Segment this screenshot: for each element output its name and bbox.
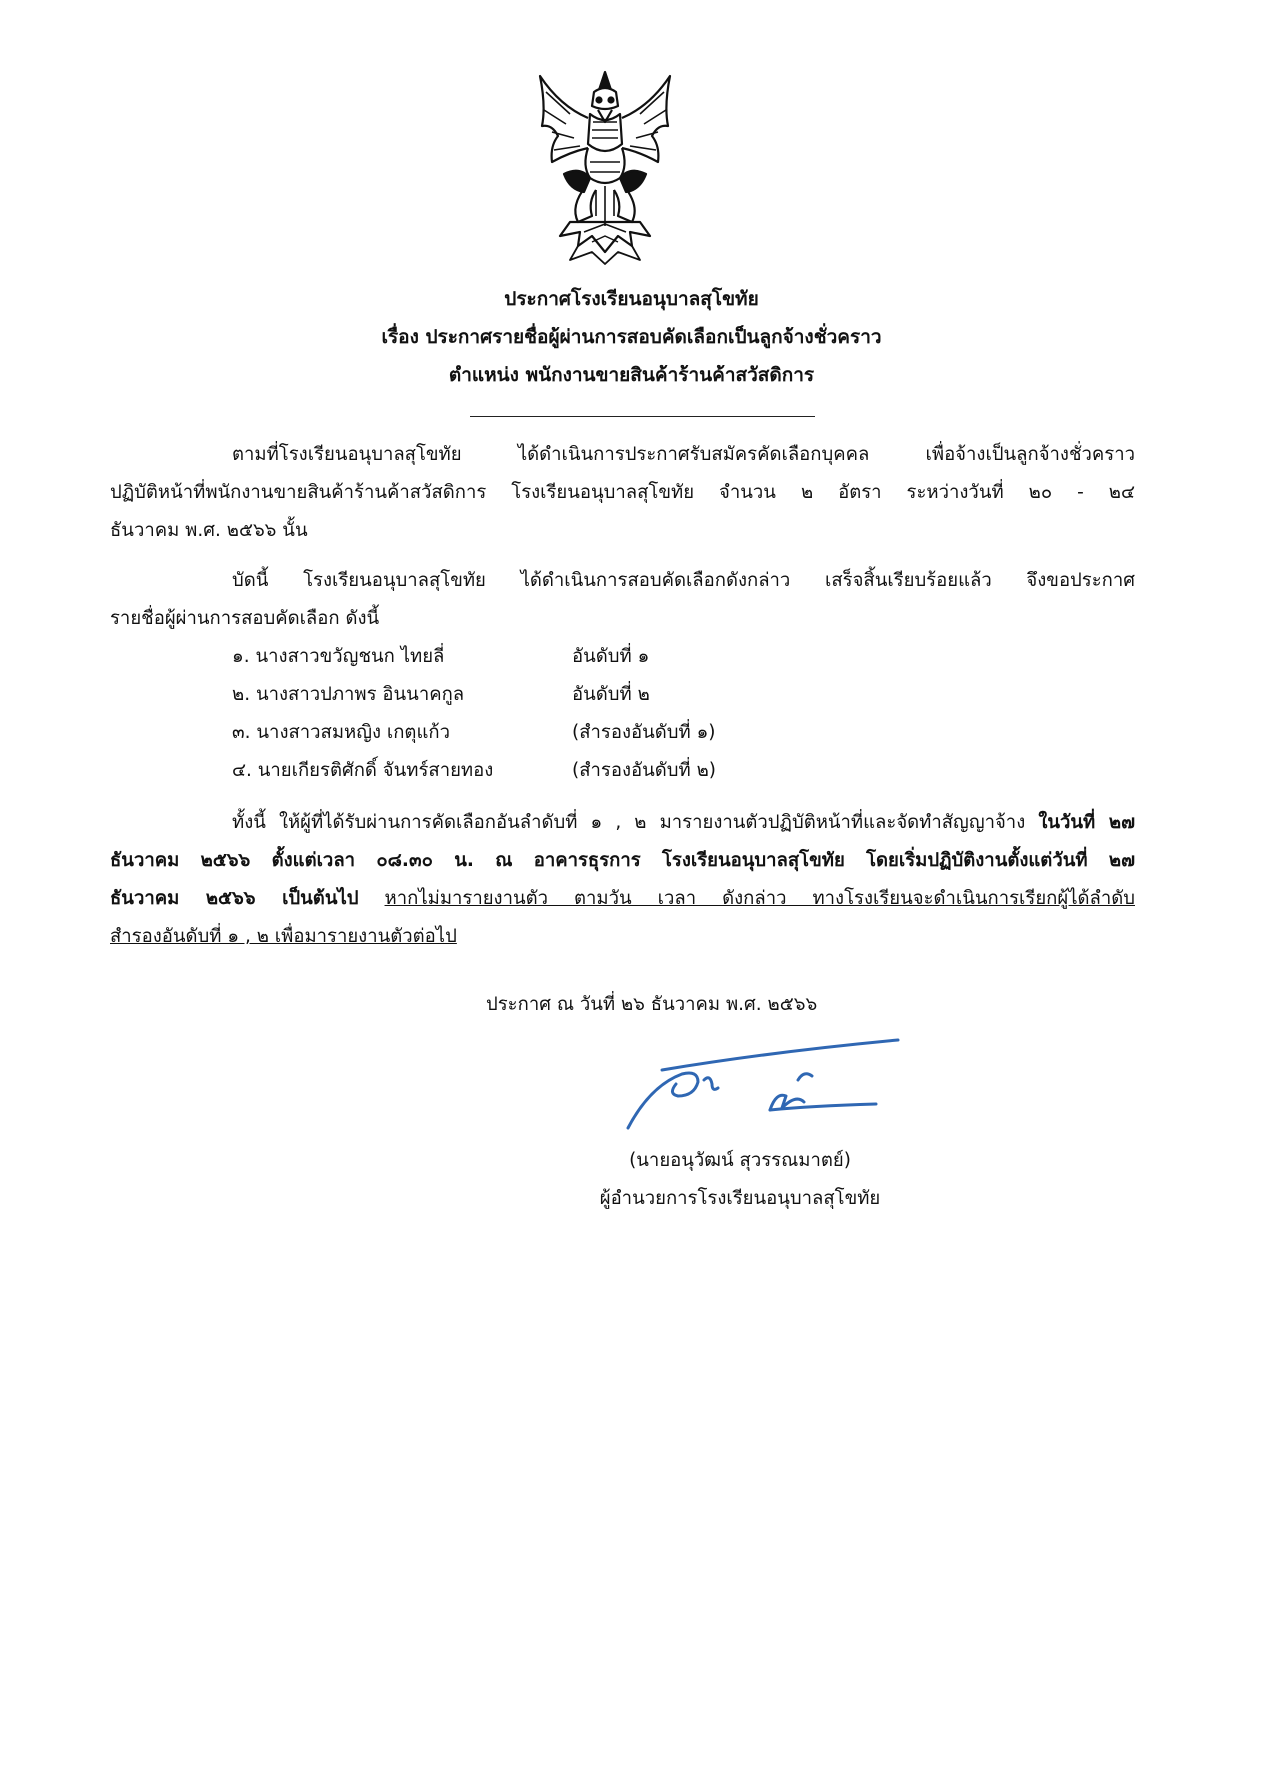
para3-line4: สำรองอันดับที่ ๑ , ๒ เพื่อมารายงานตัวต่อไป [110,926,457,947]
para3-line2: ธันวาคม ๒๕๖๖ ตั้งแต่เวลา ๐๘.๓๐ น. ณ อาคารธุรการ โรงเรียนอนุบาลสุโขทัย โดยเริ่มปฏิบัติงานตั้งแต่วันที่ ๒๗ [110,850,1135,871]
announcement-subject: เรื่อง ประกาศรายชื่อผู้ผ่านการสอบคัดเลือกเป็นลูกจ้างชั่วคราว [381,326,882,348]
candidate-rank: (สำรองอันดับที่ ๒) [572,760,716,781]
candidate-rank: อันดับที่ ๑ [572,646,650,667]
para1-line3: ธันวาคม พ.ศ. ๒๕๖๖ นั้น [110,520,308,541]
para2-line2: รายชื่อผู้ผ่านการสอบคัดเลือก ดังนี้ [110,608,380,629]
announce-date: ประกาศ ณ วันที่ ๒๖ ธันวาคม พ.ศ. ๒๕๖๖ [486,994,818,1015]
candidate-name: ๒. นางสาวปภาพร อินนาคกูล [232,684,465,705]
candidate-rank: อันดับที่ ๒ [572,684,650,705]
para3-line3-underline: หากไม่มารายงานตัว ตามวัน เวลา ดังกล่าว ทางโรงเรียนจะดำเนินการเรียกผู้ได้ลำดับ [384,888,1135,909]
announcement-title: ประกาศโรงเรียนอนุบาลสุโขทัย [504,288,759,310]
candidate-name: ๔. นายเกียรติศักดิ์ จันทร์สายทอง [232,760,494,781]
para3-line1 [232,808,1135,838]
candidate-rank: (สำรองอันดับที่ ๑) [572,722,716,743]
para3-line3-bold: ธันวาคม ๒๕๖๖ เป็นต้นไป [110,888,359,909]
para1-line1: ตามที่โรงเรียนอนุบาลสุโขทัย ได้ดำเนินการประกาศรับสมัครคัดเลือกบุคคล เพื่อจ้างเป็นลูกจ้างชั่วคราว [232,444,1135,465]
candidate-name: ๑. นางสาวขวัญชนก ไทยลี่ [232,646,445,667]
garuda-emblem [530,66,680,266]
para3-line3 [110,884,1135,914]
para1-line2: ปฏิบัติหน้าที่พนักงานขายสินค้าร้านค้าสวัสดิการ โรงเรียนอนุบาลสุโขทัย จำนวน ๒ อัตรา ระหว่างวันที่ ๒๐ - ๒๔ [110,482,1135,503]
para2-line1: บัดนี้ โรงเรียนอนุบาลสุโขทัย ได้ดำเนินการสอบคัดเลือกดังกล่าว เสร็จสิ้นเรียบร้อยแล้ว จึงขอประกาศ [232,570,1135,591]
candidate-name: ๓. นางสาวสมหญิง เกตุแก้ว [232,722,450,743]
para3-line1-text: ทั้งนี้ ให้ผู้ที่ได้รับผ่านการคัดเลือกอันลำดับที่ ๑ , ๒ มารายงานตัวปฏิบัติหน้าที่และจัดทำสัญญาจ้าง [232,812,1026,833]
signature-mark [620,1036,900,1136]
announcement-position: ตำแหน่ง พนักงานขายสินค้าร้านค้าสวัสดิการ [448,364,815,386]
header-divider [470,416,815,417]
signatory-name: (นายอนุวัฒน์ สุวรรณมาตย์) [629,1150,851,1171]
signatory-position: ผู้อำนวยการโรงเรียนอนุบาลสุโขทัย [599,1188,881,1209]
para3-line1-bold: ในวันที่ ๒๗ [1038,812,1135,833]
